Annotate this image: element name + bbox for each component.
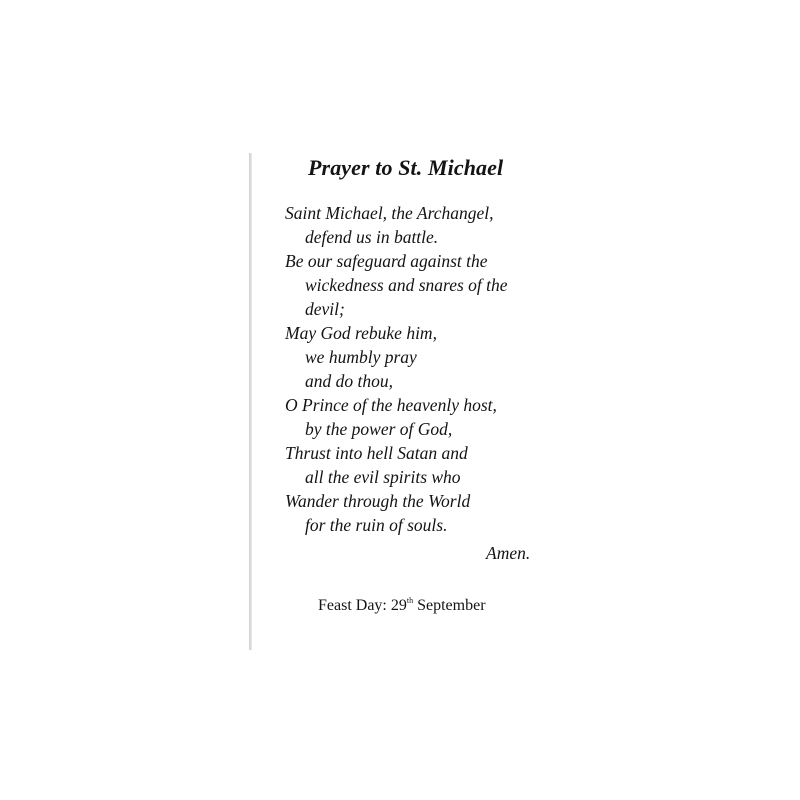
feast-day-month: September — [413, 597, 486, 614]
card-edge-divider — [249, 153, 252, 650]
feast-day — [318, 597, 486, 615]
prayer-line: we humbly pray — [305, 347, 417, 367]
feast-day-label: Feast Day: 29 — [318, 597, 407, 614]
prayer-card — [249, 153, 569, 650]
prayer-line: wickedness and snares of the — [305, 275, 508, 295]
prayer-title: Prayer to St. Michael — [308, 155, 504, 180]
prayer-line: for the ruin of souls. — [305, 515, 448, 535]
prayer-line: Thrust into hell Satan and — [285, 443, 468, 463]
prayer-line: Saint Michael, the Archangel, — [285, 203, 494, 223]
prayer-line: O Prince of the heavenly host, — [285, 395, 497, 415]
feast-day-suffix: th — [406, 596, 414, 605]
prayer-line: by the power of God, — [305, 419, 453, 439]
prayer-line: May God rebuke him, — [285, 323, 437, 343]
prayer-line: Be our safeguard against the — [285, 251, 488, 271]
prayer-text — [285, 201, 508, 537]
prayer-closing: Amen. — [486, 543, 531, 563]
prayer-line: all the evil spirits who — [305, 467, 461, 487]
prayer-line: Wander through the World — [285, 491, 471, 511]
prayer-line: devil; — [305, 299, 345, 319]
prayer-line: and do thou, — [305, 371, 393, 391]
prayer-line: defend us in battle. — [305, 227, 439, 247]
